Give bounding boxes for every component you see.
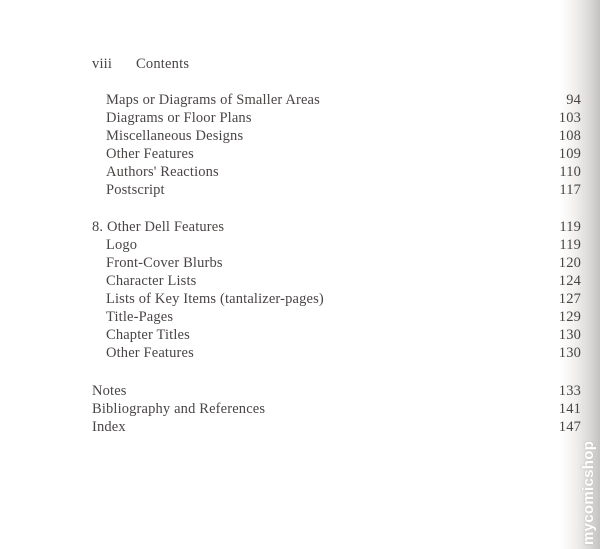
toc-entry-page: 117	[559, 182, 581, 198]
toc-entry	[0, 236, 600, 254]
toc-entry-page: 119	[559, 237, 581, 253]
toc-entry-page: 119	[559, 219, 581, 235]
toc-entry-title: Maps or Diagrams of Smaller Areas	[106, 92, 320, 108]
toc-entry-page: 127	[558, 291, 581, 307]
toc-entry	[0, 308, 600, 326]
toc-entry-page: 120	[558, 255, 581, 271]
toc-entry-page: 130	[558, 327, 581, 343]
toc-entry-title: Index	[92, 419, 126, 435]
toc-entry-title: Title-Pages	[106, 309, 174, 325]
toc-entry-page: 133	[558, 383, 581, 399]
toc-entry	[0, 254, 600, 272]
toc-entry	[0, 145, 600, 163]
toc-entry-title: Chapter Titles	[106, 327, 190, 343]
toc-entry-page: 124	[558, 273, 581, 289]
toc-entry	[0, 181, 600, 199]
toc-entry-title: Miscellaneous Designs	[106, 128, 244, 144]
toc-chapter-entry	[0, 218, 600, 236]
toc-entry-title: Diagrams or Floor Plans	[106, 110, 252, 126]
toc-entry-title: Postscript	[106, 182, 165, 198]
toc-entry	[0, 272, 600, 290]
toc-entry-title: Authors' Reactions	[106, 164, 219, 180]
toc-entry-title: Other Features	[106, 345, 194, 361]
toc-entry-title: Logo	[106, 237, 138, 253]
toc-entry	[0, 344, 600, 362]
toc-entry	[0, 127, 600, 145]
toc-entry-page: 129	[558, 309, 581, 325]
toc-entry-page: 108	[558, 128, 581, 144]
running-header	[92, 56, 189, 73]
toc-entry	[0, 91, 600, 109]
toc-entry-page: 130	[558, 345, 581, 361]
toc-entry-title: Bibliography and References	[92, 401, 266, 417]
toc-entry-title: Front-Cover Blurbs	[106, 255, 223, 271]
page-number-label: viii	[92, 56, 113, 72]
toc-backmatter-entry	[0, 400, 600, 418]
toc-entry-page: 141	[558, 401, 581, 417]
toc-entry-page: 94	[566, 92, 581, 108]
toc-entry-page: 103	[558, 110, 581, 126]
toc-entry-title: Notes	[92, 383, 127, 399]
page-title: Contents	[136, 56, 190, 72]
toc-entry	[0, 326, 600, 344]
toc-entry-title: Other Features	[106, 146, 194, 162]
toc-entry-page: 109	[558, 146, 581, 162]
toc-entry-title: Character Lists	[106, 273, 197, 289]
toc-backmatter-entry	[0, 382, 600, 400]
toc-entry-title: 8. Other Dell Features	[92, 219, 225, 235]
toc-backmatter-entry	[0, 418, 600, 436]
toc-entry-page: 110	[559, 164, 581, 180]
toc-entry-page: 147	[558, 419, 581, 435]
watermark: mycomicshop	[580, 440, 597, 545]
toc-entry	[0, 109, 600, 127]
toc-entry	[0, 163, 600, 181]
toc-entry-title: Lists of Key Items (tantalizer-pages)	[106, 291, 324, 307]
toc-entry	[0, 290, 600, 308]
